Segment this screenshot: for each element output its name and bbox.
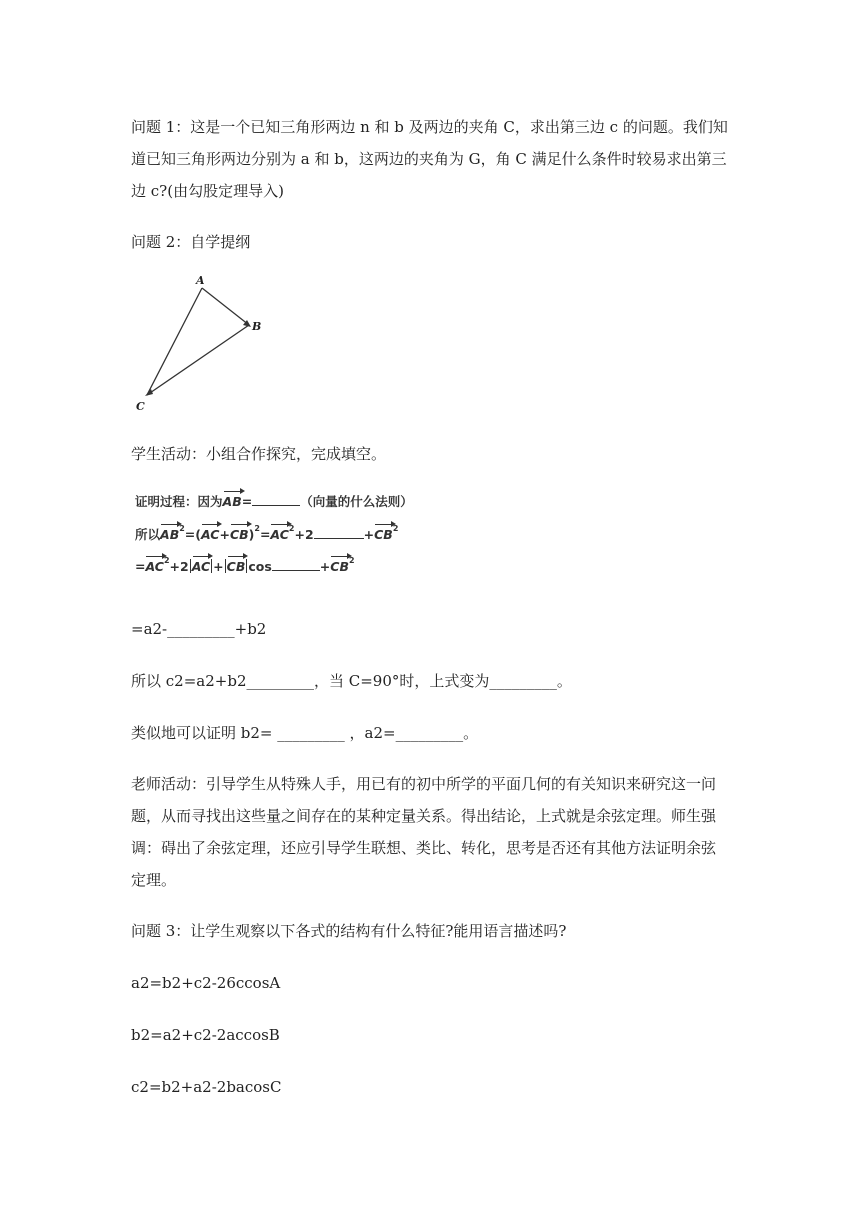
side-ab	[202, 288, 249, 325]
triangle-diagram	[131, 268, 271, 418]
fill-line-3: 类似地可以证明 b2= _________ ，a2=_________。	[131, 724, 479, 742]
proof-blank-2	[314, 538, 364, 539]
question-1-line-1: 问题 1：这是一个已知三角形两边 n 和 b 及两边的夹角 C，求出第三边 c 的问题。我们知	[131, 118, 728, 136]
question-3-heading: 问题 3：让学生观察以下各式的结构有什么特征?能用语言描述吗?	[131, 922, 567, 940]
question-1-line-3: 边 c?(由勾股定理导入)	[131, 182, 284, 200]
teacher-activity-line-3: 调：碍出了余弦定理，还应引导学生联想、类比、转化，思考是否还有其他方法证明余弦	[131, 839, 717, 857]
proof-blank-3	[272, 570, 320, 571]
formula-a2: a2=b2+c2-26ccosA	[131, 974, 281, 992]
proof-image	[131, 484, 431, 584]
fill-line-1: =a2-_________+b2	[131, 620, 267, 638]
teacher-activity-line-1: 老师活动：引导学生从特殊人手，用已有的初中所学的平面几何的有关知识来研究这一问	[131, 775, 717, 793]
proof-line-3: $=AC^2+2$ AC + CB $\cos +CB^2$	[135, 556, 355, 574]
formula-c2: c2=b2+a2-2bacosC	[131, 1078, 282, 1096]
side-bc	[147, 325, 249, 395]
student-activity: 学生活动：小组合作探究，完成填空。	[131, 445, 387, 463]
proof-line-1: 证明过程：因为AB= （向量的什么法则）	[135, 494, 413, 509]
formula-b2: b2=a2+c2-2accosB	[131, 1026, 280, 1044]
question-1-line-2: 道已知三角形两边分别为 a 和 b，这两边的夹角为 G，角 C 满足什么条件时较易求出第三	[131, 150, 727, 168]
vertex-label-a: A	[196, 274, 205, 287]
side-ca	[147, 288, 202, 395]
proof-blank-1	[252, 505, 300, 506]
vertex-label-c: C	[136, 400, 145, 413]
teacher-activity-line-4: 定理。	[131, 871, 177, 889]
teacher-activity-line-2: 题，从而寻找出这些量之间存在的某种定量关系。得出结论，上式就是余弦定理。师生强	[131, 807, 717, 825]
fill-line-2: 所以 c2=a2+b2_________，当 C=90°时，上式变为_________。	[131, 672, 572, 690]
vertex-label-b: B	[252, 320, 262, 333]
proof-line-2: 所以$AB^2=(AC+CB)^2=AC^2+2 +CB^2$	[135, 524, 399, 542]
question-2-heading: 问题 2：自学提纲	[131, 233, 251, 251]
